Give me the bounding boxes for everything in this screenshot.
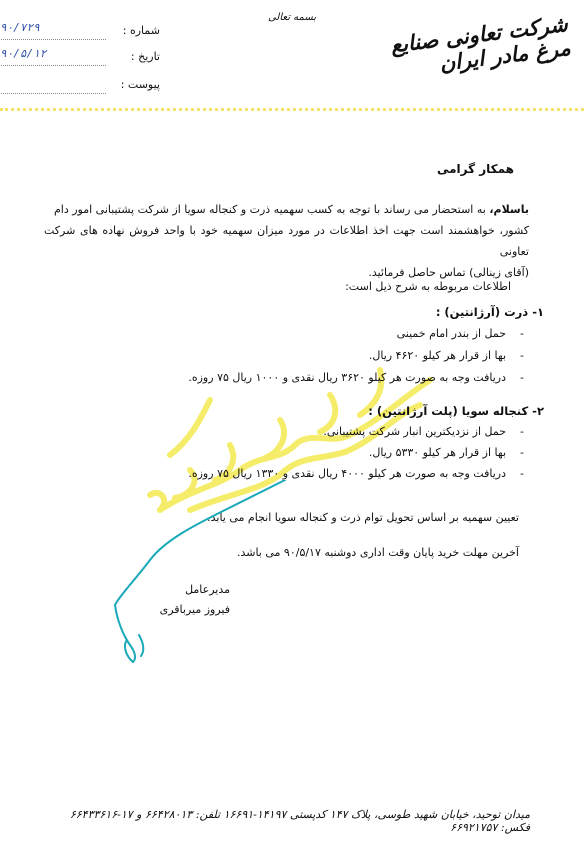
letter-number-line [0,39,106,40]
salutation: همکار گرامی [436,162,514,176]
letter-attachment-line [0,93,106,94]
letter-date-value: ۹۰/۵/۱۲ [0,47,47,60]
intro-line-3: (آقای زینالی) تماس حاصل فرمائید. [368,266,529,279]
letter-date-line [0,65,106,66]
letter-number-label: شماره : [122,24,160,37]
footer-address: میدان توحید، خیابان شهید طوسی، پلاک ۱۴۷ کدپستی ۱۴۱۹۷-۱۶۶۹۱ تلفن: ۶۶۴۲۸۰۱۳ و ۱۷-۶۶۴۳۳۶۱۶ فکس: ۶۶۹۲۱۷۵۷ [69,808,530,834]
bismillah-heading: بسمه تعالی [267,12,317,23]
greeting: باسلام، [489,203,529,216]
closing-line-2: آخرین مهلت خرید پایان وقت اداری دوشنبه ۹۰/۵/۱۷ می باشد. [236,546,519,559]
soymeal-item-2: - بها از قرار هر کیلو ۵۳۳۰ ریال. [369,446,506,459]
section-corn-heading: ۱- ذرت (آرژانتین) : [435,305,544,319]
letter-number-value: ۹۰/۷۲۹ [0,21,40,34]
letter-attachment-label: پیوست : [120,78,160,91]
section-soymeal-heading: ۲- کنجاله سویا (پلت آرژانتین) : [368,404,544,418]
intro-line-1: باسلام، به استحضار می رساند با توجه به کسب سهمیه ذرت و کنجاله سویا از شرکت پشتیبانی امور دام [53,203,529,216]
soymeal-item-1: - حمل از نزدیکترین انبار شرکت پشتیبانی. [323,425,506,438]
corn-item-2: - بها از قرار هر کیلو ۴۶۲۰ ریال. [369,349,506,362]
handwritten-signature [95,480,295,670]
intro-line-2: کشور، خواهشمند است جهت اخذ اطلاعات در مورد میزان سهمیه خود با واحد فروش نهاده های شرکت تعاونی [44,224,529,258]
company-name-logo: شرکت تعاونی صنایع مرغ مادر ایران [389,11,572,76]
corn-item-1: - حمل از بندر امام خمینی [397,327,506,340]
letter-date-label: تاریخ : [130,50,160,63]
soymeal-item-3: - دریافت وجه به صورت هر کیلو ۴۰۰۰ ریال نقدی و ۱۳۳۰ ریال ۷۵ روزه. [188,467,506,480]
signatory-name: فیروز میرباقری [159,603,230,616]
corn-item-3: - دریافت وجه به صورت هر کیلو ۳۶۲۰ ریال نقدی و ۱۰۰۰ ریال ۷۵ روزه. [188,371,506,384]
letter-date-row [0,47,160,68]
closing-line-1: تعیین سهمیه بر اساس تحویل توام ذرت و کنجاله سویا انجام می یابد. [207,511,519,524]
info-lead: اطلاعات مربوطه به شرح ذیل است: [345,280,511,293]
intro-paragraph [44,199,529,283]
letter-number-row [0,21,160,42]
letter-attachment-row [60,78,160,96]
header-divider [0,108,584,111]
signatory-title: مدیرعامل [185,583,230,596]
